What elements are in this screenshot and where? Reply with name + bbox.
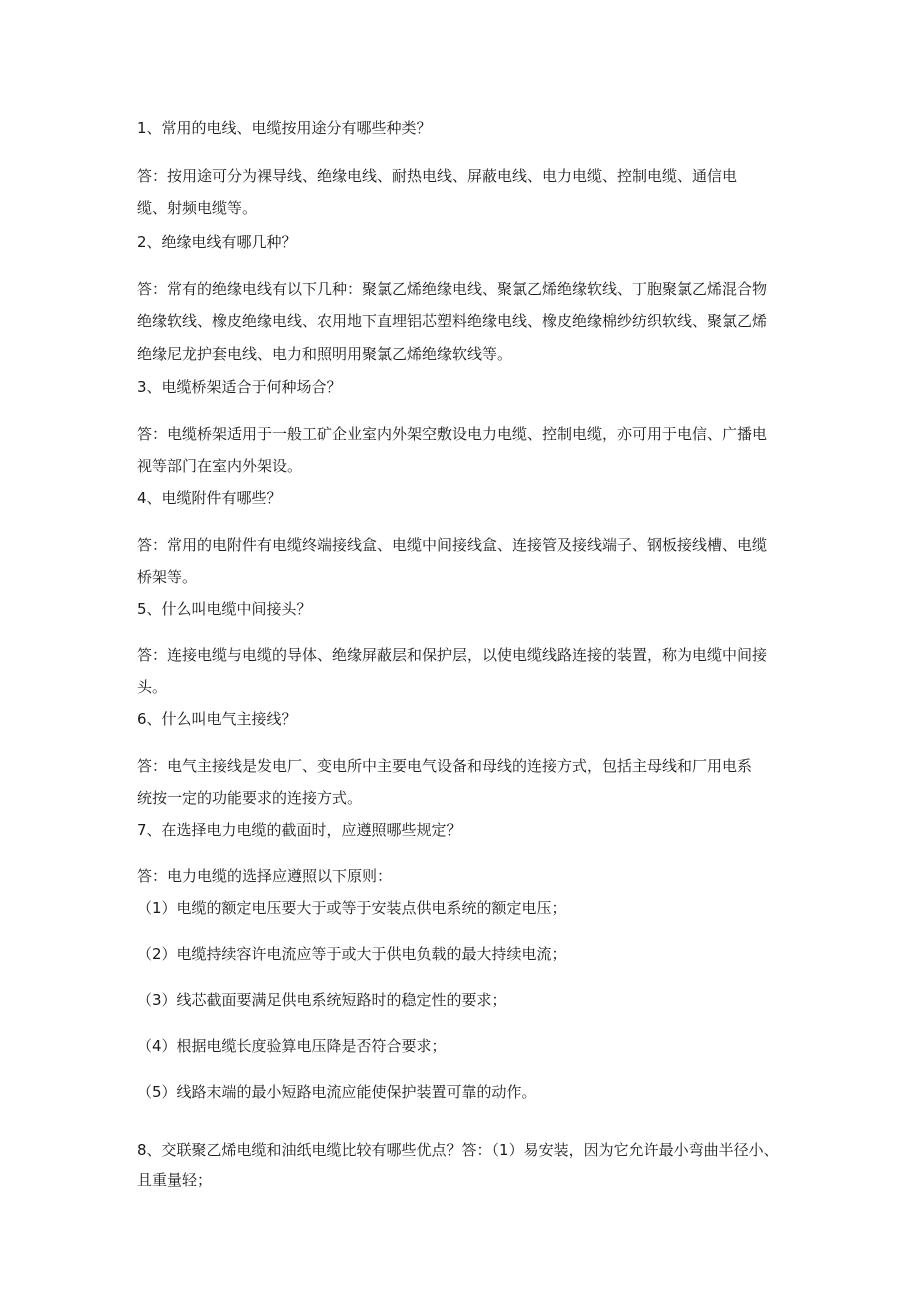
- question-8-line-2: 且重量轻；: [137, 1171, 213, 1189]
- answer-2-line-1: 答：常有的绝缘电线有以下几种：聚氯乙烯绝缘电线、聚氯乙烯绝缘软线、丁胞聚氯乙烯混合物: [137, 280, 768, 298]
- answer-1-line-2: 缆、射频电缆等。: [137, 199, 258, 217]
- answer-1-line-1: 答：按用途可分为裸导线、绝缘电线、耐热电线、屏蔽电线、电力电缆、控制电缆、通信电: [137, 167, 738, 185]
- answer-7-intro: 答：电力电缆的选择应遵照以下原则：: [137, 867, 393, 885]
- answer-4-line-2: 桥架等。: [137, 568, 198, 586]
- question-6: 6、什么叫电气主接线？: [137, 710, 297, 728]
- answer-3-line-1: 答：电缆桥架适用于一般工矿企业室内外架空敷设电力电缆、控制电缆，亦可用于电信、广播电: [137, 425, 768, 443]
- answer-7-item-3: （3）线芯截面要满足供电系统短路时的稳定性的要求；: [137, 991, 507, 1009]
- answer-2-line-2: 绝缘软线、橡皮绝缘电线、农用地下直埋铝芯塑料绝缘电线、橡皮绝缘棉纱纺织软线、聚氯乙烯: [137, 312, 768, 330]
- answer-6-line-2: 统按一定的功能要求的连接方式。: [137, 789, 363, 807]
- answer-7-item-5: （5）线路末端的最小短路电流应能使保护装置可靠的动作。: [137, 1083, 537, 1101]
- question-3: 3、电缆桥架适合于何种场合？: [137, 378, 342, 396]
- question-7: 7、在选择电力电缆的截面时，应遵照哪些规定？: [137, 821, 462, 839]
- answer-3-line-2: 视等部门在室内外架设。: [137, 457, 303, 475]
- answer-7-item-1: （1）电缆的额定电压要大于或等于安装点供电系统的额定电压；: [137, 899, 567, 917]
- answer-2-line-3: 绝缘尼龙护套电线、电力和照明用聚氯乙烯绝缘软线等。: [137, 345, 513, 363]
- answer-5-line-1: 答：连接电缆与电缆的导体、绝缘屏蔽层和保护层，以使电缆线路连接的装置，称为电缆中间接: [137, 646, 768, 664]
- answer-7-item-2: （2）电缆持续容许电流应等于或大于供电负载的最大持续电流；: [137, 945, 567, 963]
- answer-6-line-1: 答：电气主接线是发电厂、变电所中主要电气设备和母线的连接方式，包括主母线和厂用电系: [137, 757, 753, 775]
- answer-5-line-2: 头。: [137, 678, 168, 696]
- question-2: 2、绝缘电线有哪几种？: [137, 233, 297, 251]
- question-4: 4、电缆附件有哪些？: [137, 489, 282, 507]
- question-1: 1、常用的电线、电缆按用途分有哪些种类？: [137, 119, 432, 137]
- question-5: 5、什么叫电缆中间接头？: [137, 600, 312, 618]
- question-8-line-1: 8、交联聚乙烯电缆和油纸电缆比较有哪些优点？答：（1）易安装，因为它允许最小弯曲半径小、: [137, 1141, 779, 1159]
- answer-7-item-4: （4）根据电缆长度验算电压降是否符合要求；: [137, 1037, 447, 1055]
- answer-4-line-1: 答：常用的电附件有电缆终端接线盒、电缆中间接线盒、连接管及接线端子、钢板接线槽、电缆: [137, 536, 768, 554]
